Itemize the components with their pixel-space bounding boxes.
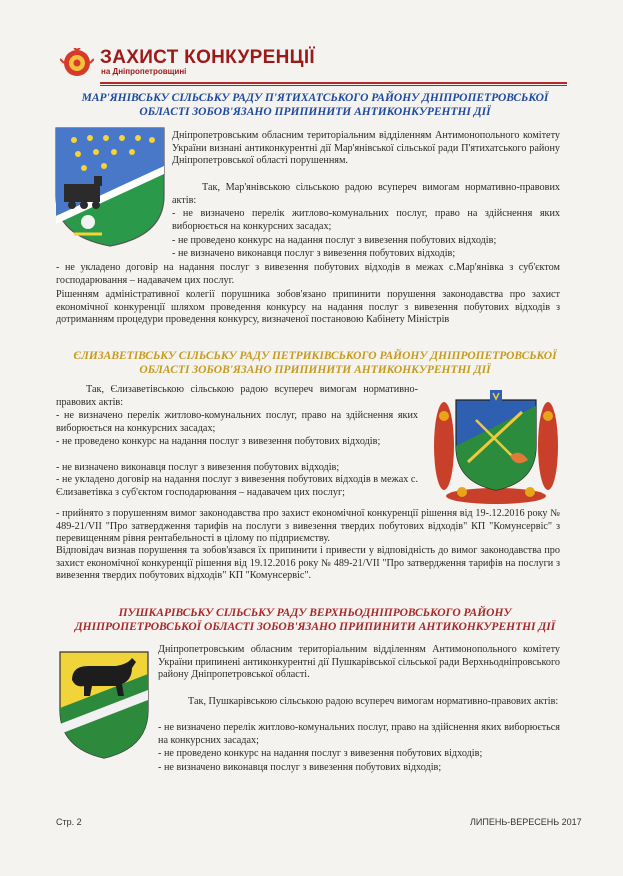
article3-intro: Дніпропетровським обласним територіальним відділенням Антимонопольного комітету України припинені антиконкурентні дії Пушкарівської сільської ради Верхньодніпровського району Дніпропетровської області.: [158, 644, 560, 681]
article1-bullet3: - не визначено виконавця послуг з вивезення побутових відходів;: [172, 248, 456, 259]
publication-title: ЗАХИСТ КОНКУРЕНЦІЇ: [100, 47, 315, 68]
article1-heading-line2: ОБЛАСТІ ЗОБОВ'ЯЗАНО ПРИПИНИТИ АНТИКОНКУРЕНТНІ ДІЇ: [139, 106, 491, 118]
article2-so: Так, Єлизаветівською сільською радою всупереч вимогам нормативно-правових актів:: [56, 384, 418, 408]
header-divider-blue: [100, 85, 567, 86]
pushkarivka-coat-of-arms-icon: [58, 650, 150, 760]
article3-heading-line1: ПУШКАРІВСЬКУ СІЛЬСЬКУ РАДУ ВЕРХНЬОДНІПРОВСЬКОГО РАЙОНУ: [118, 607, 512, 619]
article1-bullet4: - не укладено договір на надання послуг з вивезення побутових відходів в межах с.Мар'янівка з суб'єктом господарювання – надавачем цих послуг.: [56, 262, 560, 286]
article3-bullet1: - не визначено перелік житлово-комунальних послуг, право на здійснення яких виборюється на конкурсних засадах;: [158, 722, 560, 746]
article2-heading: [70, 349, 560, 377]
article3-bullet2: - не проведено конкурс на надання послуг з вивезення побутових відходів;: [158, 748, 483, 759]
article2-conclusion: Відповідач визнав порушення та зобов'язався їх припинити і привести у відповідність до вимог законодавства про захист економічної конкуренції рішення від 19.12.2016 року № 489-21/VII "Про затвердження тарифів на послуги з вивезення твердих побутових відходів" КП "Комунсервіс".: [56, 545, 560, 582]
article1-bullet2: - не проведено конкурс на надання послуг з вивезення побутових відходів;: [172, 235, 497, 246]
article1-decision: Рішенням адміністративної колегії порушника зобов'язано припинити порушення законодавства про захист економічної конкуренції шляхом проведення конкурсу на надання послуг з вивезення побутових відходів з дотриманням процедури проведення конкурсу, визначеної постановою Кабінету Міністрів: [56, 289, 560, 326]
article3-heading-line2: ДНІПРОПЕТРОВСЬКОЇ ОБЛАСТІ ЗОБОВ'ЯЗАНО ПРИПИНИТИ АНТИКОНКУРЕНТНІ ДІЇ: [74, 621, 556, 633]
article3-heading: [60, 606, 570, 634]
yelyzavetivka-coat-of-arms-icon: [432, 386, 560, 504]
header-divider-red: [100, 82, 567, 84]
article2-bullet3: - не визначено виконавця послуг з вивезення побутових відходів;: [56, 462, 340, 473]
competition-logo-icon: [60, 48, 94, 78]
article2-heading-line1: ЄЛИЗАВЕТІВСЬКУ СІЛЬСЬКУ РАДУ ПЕТРИКІВСЬКОГО РАЙОНУ ДНІПРОПЕТРОВСЬКОЇ: [73, 350, 557, 362]
article3-bullet3: - не визначено виконавця послуг з вивезення побутових відходів;: [158, 762, 442, 773]
issue-date: ЛИПЕНЬ-ВЕРЕСЕНЬ 2017: [470, 817, 582, 827]
article2-bullet4: - не укладено договір на надання послуг з вивезення побутових відходів в межах с. Єлизаветівка з суб'єктом господарювання – надавачем цих послуг;: [56, 474, 418, 498]
publication-subtitle: на Дніпропетровщині: [101, 67, 187, 76]
article1-heading-line1: МАР'ЯНІВСЬКУ СІЛЬСЬКУ РАДУ П'ЯТИХАТСЬКОГО РАЙОНУ ДНІПРОПЕТРОВСЬКОЇ: [81, 92, 549, 104]
article2-heading-line2: ОБЛАСТІ ЗОБОВ'ЯЗАНО ПРИПИНИТИ АНТИКОНКУРЕНТНІ ДІЇ: [139, 364, 491, 376]
article1-heading: [70, 91, 560, 119]
page-number: Стр. 2: [56, 817, 82, 827]
marianivka-coat-of-arms-icon: [54, 126, 166, 248]
article2-bullet2: - не проведено конкурс на надання послуг з вивезення побутових відходів;: [56, 436, 381, 447]
article3-so: Так, Пушкарівською сільською радою всупереч вимогам нормативно-правових актів:: [188, 696, 559, 707]
article2-bullet1: - не визначено перелік житлово-комунальних послуг, право на здійснення яких виборюється на конкурсних засадах;: [56, 410, 418, 434]
article1-bullet1: - не визначено перелік житлово-комунальних послуг, право на здійснення яких виборюється на конкурсних засадах;: [172, 208, 560, 232]
article1-intro: Дніпропетровським обласним територіальним відділенням Антимонопольного комітету України визнані антиконкурентні дії Мар'янівської сільської ради П'ятихатського району Дніпропетровської області порушенням.: [172, 130, 560, 167]
article1-so: Так, Мар'янівською сільською радою всупереч вимогам нормативно-правових актів:: [172, 182, 560, 206]
article2-bullet5: - прийнято з порушенням вимог законодавства про захист економічної конкуренції рішення від 19-.12.2016 року № 489-21/VII "Про затвердження тарифів на послуги з вивезення твердих побутових відходів" КП "Комунсервіс" з перевищенням рівня рентабельності в цілому по підприємству.: [56, 508, 560, 545]
